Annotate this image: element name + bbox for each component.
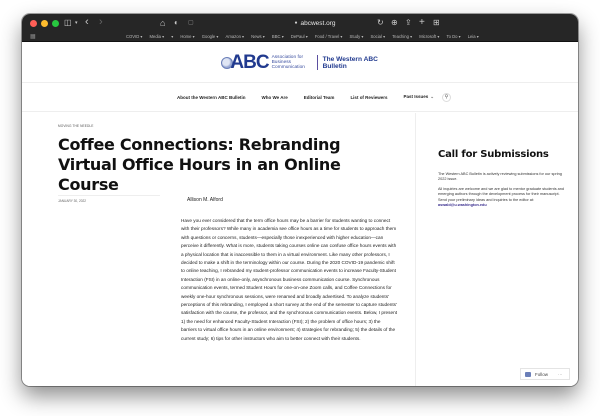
download-icon[interactable]: ⊕	[391, 18, 398, 27]
bookmarks-bar	[22, 32, 578, 42]
follow-icon	[525, 372, 531, 377]
sidebar-paragraph-2-text: All inquiries are welcome and we are glad to mentor graduate students and emerging authors through the development process for their manuscript. Send your preliminary ideas and inquiries to the editor at:	[438, 186, 565, 202]
bookmark-food-travel[interactable]: Food / Travel ▾	[314, 34, 343, 39]
browser-window	[22, 14, 578, 386]
nav-editorial-team[interactable]: Editorial Team	[303, 94, 335, 100]
url-text: abcwest.org	[300, 19, 336, 27]
site-header	[22, 43, 578, 83]
article-abstract: Have you ever considered that the term office hours may be a barrier for students wanting to connect with their professors? While many in academia see office hours as a time for students to approach them with questions or concerns, students—especially those inexperienced with higher education—can perceive it differently. What is more, students taking courses online can confuse office hours events with a physical location that is inaccessible to them in a virtual environment. Like many other professors, I decided to make a shift in the terminology within our course. During the 2020 COVID-19 pandemic shift to online teaching, I rebranded my student-professor communication events to increase Faculty-Student Interaction (FSI) in an online-only, asynchronous business communication course. Synchronous communication events, termed Student Hours for one-on-one Zoom calls, and Coffee Connections for weekly one-hour synchronous sessions, were renamed and broadly advertised. To analyze students' perceptions of this rebranding, I employed a short survey at the end of the semester to capture students' satisfaction with the course, the professor, and the synchronous communication events. Below, I present 1) the need for enhanced Faculty-Student Interaction (FSI); 2) the problem of office hours; 3) the barriers to virtual office hours in an online environment; 4) strategies for rebranding; 5) the details of the current study; 6) tips for other instructors who aim to better connect with their students.	[181, 218, 398, 341]
minimize-window-button[interactable]	[41, 20, 48, 27]
article-title: Coffee Connections: Rebranding Virtual Office Hours in an Online Course	[58, 135, 341, 194]
bookmark-google[interactable]: Google ▾	[201, 34, 219, 39]
article-author: Allison M. Alford	[187, 197, 223, 203]
browser-toolbar	[22, 14, 578, 32]
bookmark-apple[interactable]: ▾	[171, 34, 174, 39]
chevron-down-icon[interactable]: ▾	[75, 20, 78, 26]
window-controls	[30, 20, 59, 27]
share-icon[interactable]: ⇪	[405, 18, 412, 27]
editor-email-link[interactable]: aswald@u.washington.edu	[438, 203, 487, 208]
bookmark-amazon[interactable]: Amazon ▾	[225, 34, 245, 39]
back-icon[interactable]: ‹	[85, 16, 89, 28]
sidebar-paragraph-2	[438, 187, 568, 209]
sidebar-divider	[415, 113, 416, 386]
sidebar-title: Call for Submissions	[438, 149, 549, 160]
bookmark-social[interactable]: Social ▾	[370, 34, 386, 39]
sidebar-toggle-icon[interactable]: ◫	[64, 18, 72, 27]
bookmark-media[interactable]: Media ▾	[149, 34, 165, 39]
site-nav	[22, 83, 578, 112]
page-icon[interactable]: ▢	[188, 20, 194, 26]
bookmark-covid[interactable]: COVID ▾	[126, 34, 143, 39]
new-tab-icon[interactable]: +	[419, 17, 425, 28]
follow-button[interactable]	[520, 368, 570, 380]
nav-past-issues[interactable]	[403, 94, 434, 100]
meta-divider	[58, 195, 160, 196]
privacy-shield-icon[interactable]: ◐	[174, 18, 179, 27]
bookmark-microsoft[interactable]: Microsoft ▾	[419, 34, 440, 39]
zoom-window-button[interactable]	[52, 20, 59, 27]
site-logo[interactable]	[221, 52, 378, 74]
home-icon[interactable]: ⌂	[160, 18, 166, 28]
tab-overview-icon[interactable]: ⊞	[433, 18, 440, 27]
nav-past-issues-label: Past Issues	[403, 94, 429, 99]
bookmark-news[interactable]: News ▾	[251, 34, 265, 39]
nav-about[interactable]: About the Western ABC Bulletin	[176, 94, 246, 100]
logo-association: Association for Business Communication	[271, 55, 305, 70]
forward-icon[interactable]: ›	[99, 16, 103, 28]
article-category[interactable]: MOVING THE NEEDLE	[58, 124, 94, 128]
close-window-button[interactable]	[30, 20, 37, 27]
bookmark-teaching[interactable]: Teaching ▾	[392, 34, 413, 39]
article-date: JANUARY 30, 2022	[58, 199, 87, 203]
reload-icon[interactable]: ↻	[377, 18, 384, 27]
follow-label: Follow	[535, 371, 549, 377]
lock-icon: ●	[294, 20, 298, 26]
sidebar-paragraph-1: The Western ABC Bulletin is actively reviewing submissions for our spring 2022 issue.	[438, 172, 562, 182]
bookmark-home[interactable]: Home ▾	[180, 34, 195, 39]
search-icon[interactable]: ⚲	[442, 93, 451, 102]
more-options-icon[interactable]: ···	[558, 371, 563, 377]
sidebar-widget	[438, 149, 568, 212]
nav-who-we-are[interactable]: Who We Are	[261, 94, 288, 100]
bookmark-to-do[interactable]: To Do ▾	[446, 34, 461, 39]
logo-bulletin: The Western ABC Bulletin	[322, 55, 378, 70]
bookmark-study[interactable]: Study ▾	[349, 34, 364, 39]
chevron-down-icon: ⌄	[430, 94, 434, 99]
grid-icon[interactable]: ▦	[30, 34, 36, 40]
nav-list-of-reviewers[interactable]: List of Reviewers	[350, 94, 388, 100]
bookmark-depaul[interactable]: DePaul ▾	[290, 34, 308, 39]
address-bar[interactable]	[215, 17, 415, 29]
bookmark-bbc[interactable]: BBC ▾	[271, 34, 284, 39]
web-page	[22, 43, 578, 386]
logo-divider	[317, 55, 318, 70]
page-content	[22, 113, 578, 386]
bookmark-leia[interactable]: Leia ▾	[467, 34, 479, 39]
logo-abc: ABC	[230, 51, 269, 73]
